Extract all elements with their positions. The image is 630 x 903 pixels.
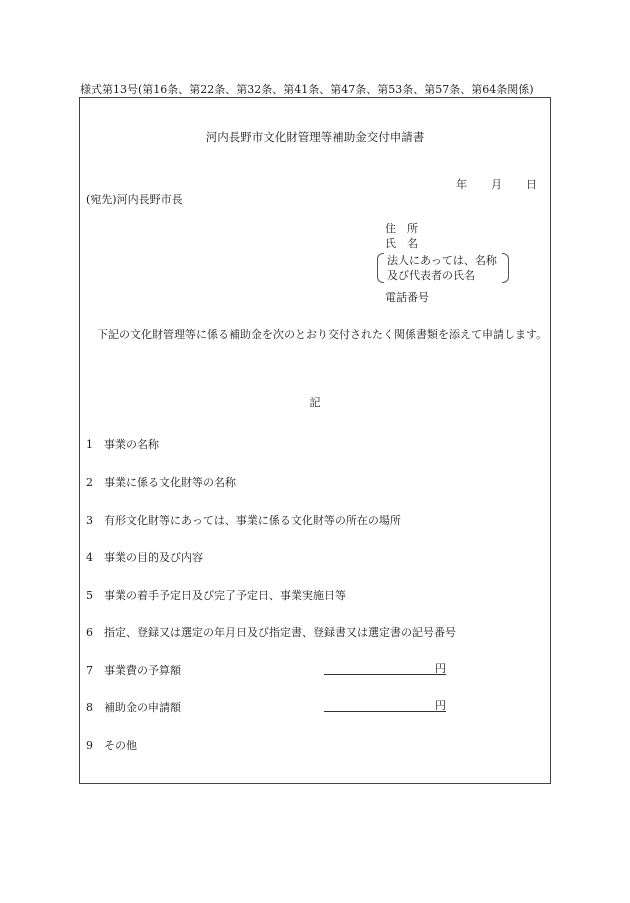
item-9 [86, 737, 137, 753]
yen-unit: 円 [435, 699, 446, 712]
left-bracket [377, 253, 384, 283]
item-label: 有形文化財等にあっては、事業に係る文化財等の所在の場所 [104, 514, 401, 527]
item-6 [86, 624, 456, 640]
date-year-label: 年 [456, 178, 467, 191]
item-4 [86, 549, 203, 565]
item-label: 補助金の申請額 [104, 701, 181, 714]
item-number: 8 [86, 701, 93, 714]
address-label: 住 所 [385, 222, 418, 235]
budget-amount-line [324, 660, 446, 675]
item-3 [86, 512, 401, 528]
date-day-label: 日 [526, 178, 537, 191]
right-bracket [502, 253, 509, 283]
item-label: 事業費の予算額 [104, 664, 181, 677]
item-number: 3 [86, 514, 93, 527]
item-label: 事業の名称 [104, 438, 159, 451]
item-5 [86, 587, 346, 603]
item-label: 事業の目的及び内容 [104, 551, 203, 564]
item-7 [86, 662, 181, 678]
application-form [79, 97, 551, 784]
subsidy-amount-line [324, 697, 446, 712]
item-label: その他 [104, 739, 137, 752]
request-statement: 下記の文化財管理等に係る補助金を次のとおり交付されたく関係書類を添えて申請します。 [97, 328, 548, 341]
item-number: 4 [86, 551, 93, 564]
yen-unit: 円 [435, 662, 446, 675]
phone-label: 電話番号 [385, 291, 429, 304]
corporation-note-line2: 及び代表者の氏名 [387, 269, 475, 282]
item-number: 9 [86, 739, 93, 752]
form-number-header: 様式第13号(第16条、第22条、第32条、第41条、第47条、第53条、第57条、第64条関係) [80, 83, 534, 96]
item-8 [86, 699, 181, 715]
item-2 [86, 474, 236, 490]
item-number: 7 [86, 664, 93, 677]
item-number: 2 [86, 476, 93, 489]
item-label: 事業の着手予定日及び完了予定日、事業実施日等 [104, 589, 346, 602]
item-label: 指定、登録又は選定の年月日及び指定書、登録書又は選定書の記号番号 [104, 626, 456, 639]
form-title: 河内長野市文化財管理等補助金交付申請書 [205, 130, 425, 144]
corporation-note-line1: 法人にあっては、名称 [387, 254, 497, 267]
date-month-label: 月 [491, 178, 502, 191]
item-number: 5 [86, 589, 93, 602]
item-number: 6 [86, 626, 93, 639]
ki-heading: 記 [309, 396, 321, 409]
addressee: (宛先)河内長野市長 [86, 193, 183, 206]
item-number: 1 [86, 438, 93, 451]
item-1 [86, 436, 159, 452]
corporation-note [385, 253, 507, 283]
applicant-block [385, 221, 507, 305]
name-label: 氏 名 [385, 237, 418, 250]
item-label: 事業に係る文化財等の名称 [104, 476, 236, 489]
